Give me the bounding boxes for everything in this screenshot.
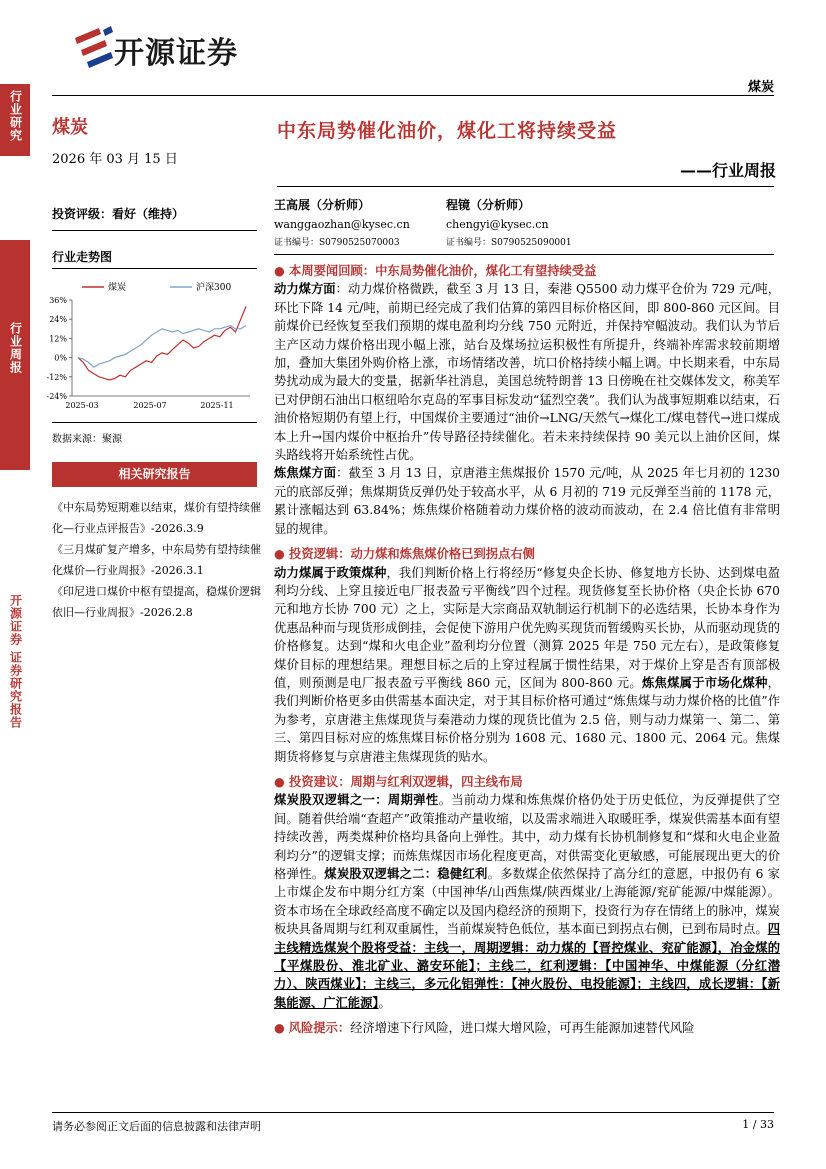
paragraph-coking-coal: 炼焦煤方面：截至 3 月 13 日，京唐港主焦煤报价 1570 元/吨，从 2025 年七月初的 1230 元的底部反弹；焦煤期货反弹仍处于较高水平，从 6 月初的 719 元反弹至当前的 1178 元，累计涨幅达到 63.84%；炼焦煤价格随着动力煤价格的波动而波动，在 2.4 倍比值有非常明显的规律。: [274, 466, 780, 536]
side-tab-weekly: 行业周报: [0, 240, 30, 470]
y-tick-label: 36%: [49, 296, 67, 305]
bullet-icon: ●: [274, 1021, 289, 1036]
risk-warning: ● 风险提示：经济增速下行风险，进口煤大增风险，可再生能源加速替代风险: [274, 1021, 695, 1036]
chart-bottom-divider: [52, 422, 257, 423]
legend-label: 沪深300: [196, 283, 232, 293]
y-tick-label: -24%: [46, 392, 67, 401]
report-body: [274, 262, 780, 1038]
paragraph-thermal-coal: 动力煤方面：动力煤价格微跌，截至 3 月 13 日，秦港 Q5500 动力煤平仓价为 729 元/吨，环比下降 14 元/吨，前期已经完成了我们估算的第四目标价格区间，即 800-860 元区间。目前煤价已经恢复至我们预期的煤电盈利均分线 750 元附近，并保持窄幅波动。我们认为节后主产区动力煤价格出现小幅上涨，站台及煤场拉运积极性有所提升，终端补库需求较前期增加，叠加大集团外购价格上涨，市场情绪改善，坑口价格持续小幅上调。中长期来看，中东局势扰动成为最大的变量，据新华社消息，美国总统特朗普 13 日傍晚在社交媒体发文，称美军已对伊朗石油出口枢纽哈尔克岛的军事目标发动“猛烈空袭”。我们认为战事短期难以结束，石油价格短期仍有望上行，中国煤价主要通过“油价→LNG/天然气→煤化工/煤电替代→进口煤成本上升→国内煤价中枢抬升”传导路径持续催化。若未来持续保持 90 美元以上油价区间，煤头路线将开始系统性占优。: [274, 282, 780, 463]
paragraph-advice: 煤炭股双逻辑之一：周期弹性。当前动力煤和炼焦煤价格仍处于历史低位，为反弹提供了空间。随着供给端“查超产”政策推动产量收缩，以及需求端进入取暖旺季，煤炭供需基本面有望持续改善，两类煤种价格均具备向上弹性。其中，动力煤有长协机制修复和“煤和火电企业盈利均分”的逻辑支撑；而炼焦煤因市场化程度更高，对供需变化更敏感，可能展现出更大的价格弹性。煤炭股双逻辑之二：稳健红利。多数煤企依然保持了高分红的意愿，中报仍有 6 家上市煤企发布中期分红方案（中国神华/山西焦煤/陕西煤业/上海能源/兖矿能源/中煤能源）。资本市场在全球政经高度不确定以及国内稳经济的预期下，投资行为存在情绪上的脉冲，煤炭板块具备周期与红利双重属性，当前煤炭特色低位，基本面已到拐点右侧，已到布局时点。四主线精选煤炭个股将受益：主线一，周期逻辑：动力煤的【晋控煤业、兖矿能源】，冶金煤的【平煤股份、淮北矿业、潞安环能】；主线二，红利逻辑：【中国神华、中煤能源（分红潜力）、陕西煤业】；主线三，多元化铝弹性：【神火股份、电投能源】；主线四，成长逻辑：【新集能源、广汇能源】。: [274, 793, 780, 1010]
report-sector: 煤炭: [52, 117, 88, 138]
x-tick-label: 2025-07: [133, 401, 167, 410]
y-tick-label: -12%: [46, 372, 67, 382]
section-heading-logic: ● 投资逻辑：动力煤和炼焦煤价格已到拐点右侧: [274, 547, 535, 562]
analyst-cert: 证书编号：S0790525090001: [446, 238, 572, 248]
related-report-item[interactable]: 《中东局势短期难以结束，煤价有望持续催化—行业点评报告》-2026.3.9: [52, 501, 261, 535]
company-name: 开源证券: [114, 36, 238, 71]
report-title: 中东局势催化油价，煤化工将持续受益: [277, 120, 618, 142]
header-divider: [52, 95, 774, 96]
y-tick-label: 12%: [49, 334, 67, 344]
series-line-1: [78, 326, 246, 368]
x-tick-label: 2025-11: [200, 401, 234, 410]
side-tab-securities-report: 开源证券 证券研究报告: [0, 588, 30, 756]
analyst-name: 王高展（分析师）: [274, 198, 371, 212]
analyst-email[interactable]: chengyi@kysec.cn: [446, 218, 549, 231]
report-date: 2026 年 03 月 15 日: [52, 152, 178, 167]
footer-divider: [52, 1112, 774, 1113]
related-reports-title: 相关研究报告: [52, 462, 257, 487]
series-line-0: [78, 306, 246, 380]
trend-chart-title: 行业走势图: [52, 250, 113, 264]
analyst-card: [446, 196, 686, 248]
section-heading-advice: ● 投资建议：周期与红利双逻辑，四主线布局: [274, 774, 523, 789]
report-subtitle: ——行业周报: [679, 161, 776, 180]
page-number: 1 / 33: [742, 1118, 774, 1131]
title-divider: [277, 186, 774, 187]
rating-divider: [52, 230, 257, 231]
analysts-divider: [274, 254, 774, 255]
related-report-item[interactable]: 《三月煤矿复产增多，中东局势有望持续催化煤价—行业周报》-2026.3.1: [52, 543, 261, 577]
section-heading-news: ● 本周要闻回顾：中东局势催化油价，煤化工有望持续受益: [274, 264, 597, 278]
analyst-name: 程镜（分析师）: [446, 198, 531, 212]
side-tab-industry-research: 行业研究: [0, 84, 30, 156]
related-reports-list: [52, 497, 264, 623]
bullet-icon: ●: [274, 547, 290, 562]
analyst-cert: 证书编号：S0790525070003: [274, 238, 400, 248]
bullet-icon: ●: [274, 264, 290, 278]
paragraph-policy-coal: 动力煤属于政策煤种，我们判断价格上行将经历“修复央企长协、修复地方长协、达到煤电盈利均分线、上穿且接近电厂报表盈亏平衡线”四个过程。现货修复至长协价格（央企长协 670 元和地方长协 700 元）之上，实际是大宗商品双轨制运行机制下的必选结果，长协本身作为优惠品种而与现货形成倒挂，会促使下游用户优先购买现货而暂缓购买长协，从而驱动现货的价格修复。达到“煤和火电企业”盈利均分位置（测算 2025 年是 750 元左右），是政策修复煤价目标的理想结果。理想目标之后的上穿过程属于惯性结果，对于煤价上穿是否有顶部极值，则预测是电厂报表盈亏平衡线 860 元，区间为 800-860 元。炼焦煤属于市场化煤种，我们判断价格更多由供需基本面决定，对于其目标价格可通过“炼焦煤与动力煤价格的比值”作为参考，京唐港主焦煤现货与秦港动力煤的现货比值为 2.5 倍，则与动力煤第一、第二、第三、第四目标对应的炼焦煤目标价格分别为 1608 元、1680 元、1800 元、2064 元。焦煤期货将修复与京唐港主焦煤现货的贴水。: [274, 565, 780, 764]
investment-rating: 投资评级：看好（维持）: [52, 207, 185, 221]
y-tick-label: 0%: [54, 353, 67, 363]
x-tick-label: 2025-03: [65, 401, 99, 410]
data-source: 数据来源：聚源: [52, 434, 122, 445]
y-tick-label: 24%: [49, 315, 67, 325]
trend-divider: [52, 268, 257, 269]
legend-label: 煤炭: [108, 283, 127, 293]
footer-disclaimer[interactable]: 请务必参阅正文后面的信息披露和法律声明: [52, 1120, 261, 1133]
related-report-item[interactable]: 《印尼进口煤价中枢有望提高，稳煤价逻辑依旧—行业周报》-2026.2.8: [52, 585, 261, 619]
bullet-icon: ●: [274, 774, 290, 789]
industry-trend-chart: [38, 278, 260, 413]
header-category: 煤炭: [747, 80, 774, 95]
analyst-email[interactable]: wanggaozhan@kysec.cn: [274, 218, 410, 231]
